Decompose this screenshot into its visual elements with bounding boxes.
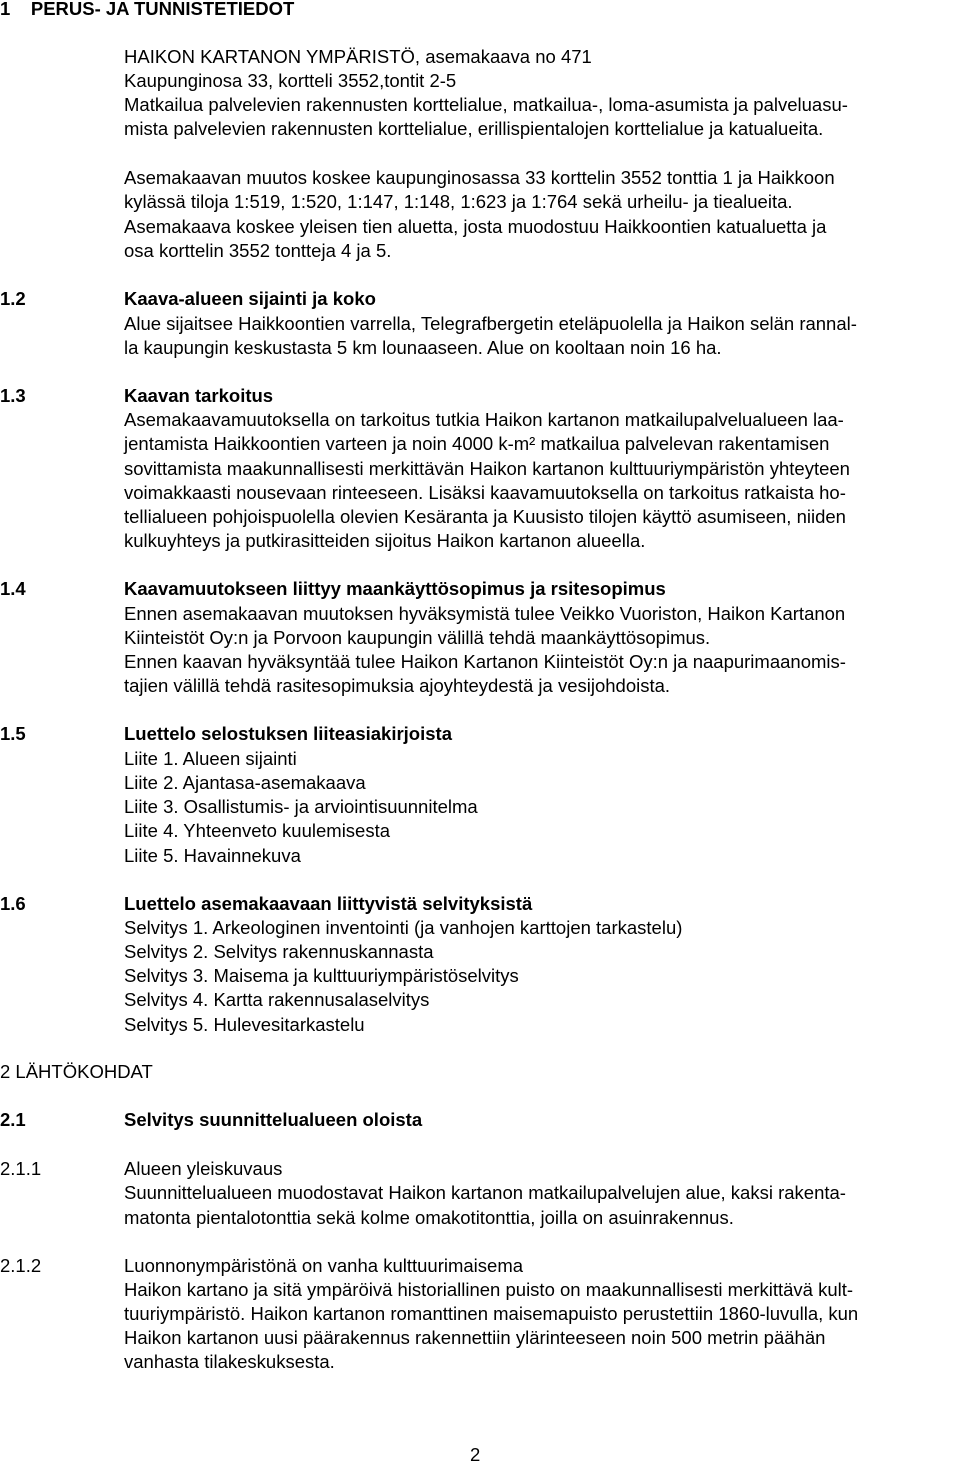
section-1-3-number: 1.3 — [0, 385, 26, 406]
section-1-6-number: 1.6 — [0, 893, 26, 914]
paragraph-line: Haikon kartano ja sitä ympäröivä historiallinen puisto on maakunnallisesti merkittävä kult- — [124, 1279, 854, 1300]
list-item: Selvitys 4. Kartta rakennusalaselvitys — [124, 989, 430, 1010]
section-1-5-number: 1.5 — [0, 723, 26, 744]
paragraph-line: Asemakaavan muutos koskee kaupunginosassa 33 korttelin 3552 tonttia 1 ja Haikkoon — [124, 167, 835, 188]
paragraph-line: voimakkaasti nousevaan rinteeseen. Lisäksi kaavamuutoksella on tarkoitus ratkaista ho- — [124, 482, 846, 503]
list-item: Selvitys 5. Hulevesitarkastelu — [124, 1014, 365, 1035]
paragraph-line: Ennen asemakaavan muutoksen hyväksymistä tulee Veikko Vuoriston, Haikon Kartanon — [124, 603, 846, 624]
paragraph-line: jentamista Haikkoontien varteen ja noin 4000 k-m² matkailua palvelevan rakentamisen — [124, 433, 830, 454]
paragraph-line: kulkuyhteys ja putkirasitteiden sijoitus Haikon kartanon alueella. — [124, 530, 646, 551]
list-item: Liite 3. Osallistumis- ja arviointisuunnitelma — [124, 796, 478, 817]
intro-line: HAIKON KARTANON YMPÄRISTÖ, asemakaava no 471 — [124, 46, 592, 67]
list-item: Liite 4. Yhteenveto kuulemisesta — [124, 820, 391, 841]
section-1-4-title: Kaavamuutokseen liittyy maankäyttösopimus ja rsitesopimus — [124, 578, 666, 599]
paragraph-line: Alue sijaitsee Haikkoontien varrella, Telegrafbergetin eteläpuolella ja Haikon selän rannal- — [124, 313, 857, 334]
section-2-1-1-number: 2.1.1 — [0, 1158, 42, 1179]
paragraph-line: tuuriympäristö. Haikon kartanon romanttinen maisemapuisto perustettiin 1860-luvulla, kun — [124, 1303, 859, 1324]
intro-line: Kaupunginosa 33, kortteli 3552,tontit 2-5 — [124, 70, 457, 91]
paragraph-line: sovittamista maakunnallisesti merkittävän Haikon kartanon kulttuuriympäristön yhteyteen — [124, 458, 850, 479]
paragraph-line: Asemakaavamuutoksella on tarkoitus tutkia Haikon kartanon matkailupalvelualueen laa- — [124, 409, 844, 430]
intro-line: mista palvelevien rakennusten korttelialue, erillispientalojen korttelialue ja katualueita. — [124, 118, 824, 139]
list-item: Liite 5. Havainnekuva — [124, 845, 301, 866]
list-item: Selvitys 2. Selvitys rakennuskannasta — [124, 941, 434, 962]
paragraph-line: matonta pientalotonttia sekä kolme omakotitonttia, joilla on asuinrakennus. — [124, 1207, 734, 1228]
paragraph-line: la kaupungin keskustasta 5 km lounaaseen. Alue on kooltaan noin 16 ha. — [124, 337, 722, 358]
section-2-heading: 2 LÄHTÖKOHDAT — [0, 1061, 153, 1082]
section-2-1-1-title: Alueen yleiskuvaus — [124, 1158, 283, 1179]
list-item: Liite 2. Ajantasa-asemakaava — [124, 772, 366, 793]
paragraph-line: Suunnittelualueen muodostavat Haikon kartanon matkailupalvelujen alue, kaksi rakenta- — [124, 1182, 846, 1203]
list-item: Selvitys 3. Maisema ja kulttuuriympäristöselvitys — [124, 965, 519, 986]
section-1-5-title: Luettelo selostuksen liiteasiakirjoista — [124, 723, 452, 744]
list-item: Liite 1. Alueen sijainti — [124, 748, 297, 769]
section-1-2-number: 1.2 — [0, 288, 26, 309]
section-2-1-number: 2.1 — [0, 1109, 26, 1130]
section-1-6-title: Luettelo asemakaavaan liittyvistä selvityksistä — [124, 893, 533, 914]
paragraph-line: tellialueen pohjoispuolella olevien Kesäranta ja Kuusisto tilojen käyttö asumiseen, niiden — [124, 506, 846, 527]
list-item: Selvitys 1. Arkeologinen inventointi (ja vanhojen karttojen tarkastelu) — [124, 917, 683, 938]
paragraph-line: Haikon kartanon uusi päärakennus rakennettiin ylärinteeseen noin 500 metrin päähän — [124, 1327, 826, 1348]
paragraph-line: Kiinteistöt Oy:n ja Porvoon kaupungin välillä tehdä maankäyttösopimus. — [124, 627, 711, 648]
section-2-1-2-title: Luonnonympäristönä on vanha kulttuurimaisema — [124, 1255, 524, 1276]
paragraph-line: vanhasta tilakeskuksesta. — [124, 1351, 335, 1372]
intro-line: Matkailua palvelevien rakennusten korttelialue, matkailua-, loma-asumista ja palveluasu- — [124, 94, 848, 115]
page-number: 2 — [470, 1444, 481, 1465]
section-1-2-title: Kaava-alueen sijainti ja koko — [124, 288, 376, 309]
paragraph-line: osa korttelin 3552 tontteja 4 ja 5. — [124, 240, 392, 261]
section-2-1-title: Selvitys suunnittelualueen oloista — [124, 1109, 423, 1130]
section-2-1-2-number: 2.1.2 — [0, 1255, 42, 1276]
section-1-4-number: 1.4 — [0, 578, 26, 599]
section-1-heading: 1 PERUS- JA TUNNISTETIEDOT — [0, 0, 295, 19]
paragraph-line: Asemakaava koskee yleisen tien aluetta, josta muodostuu Haikkoontien katualuetta ja — [124, 216, 827, 237]
section-1-3-title: Kaavan tarkoitus — [124, 385, 274, 406]
paragraph-line: tajien välillä tehdä rasitesopimuksia ajoyhteydestä ja vesijohdoista. — [124, 675, 671, 696]
paragraph-line: kylässä tiloja 1:519, 1:520, 1:147, 1:148, 1:623 ja 1:764 sekä urheilu- ja tiealueita. — [124, 191, 793, 212]
paragraph-line: Ennen kaavan hyväksyntää tulee Haikon Kartanon Kiinteistöt Oy:n ja naapurimaanomis- — [124, 651, 846, 672]
